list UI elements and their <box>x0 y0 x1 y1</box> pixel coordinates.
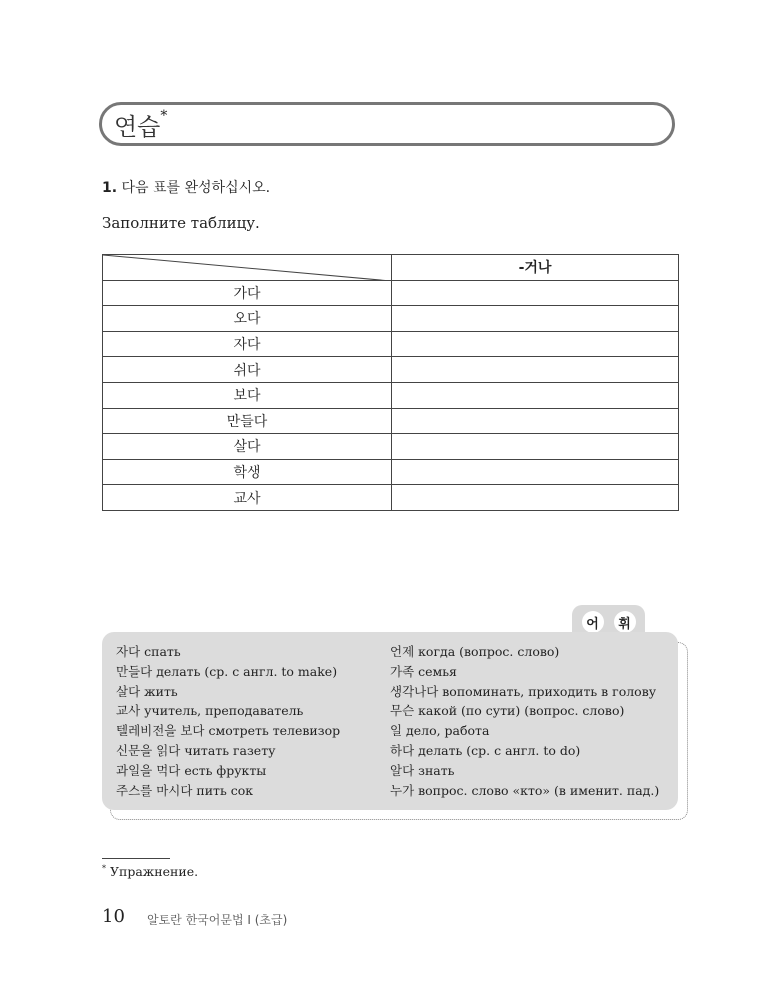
answer-cell[interactable] <box>392 434 679 460</box>
table-row <box>103 306 679 332</box>
table-row <box>103 382 679 408</box>
vocab-tab-char: 어 <box>582 611 604 633</box>
row-label: 오다 <box>103 306 392 332</box>
vocab-entry: 일 дело, работа <box>390 723 490 739</box>
row-label: 가다 <box>103 280 392 306</box>
vocab-entry: 하다 делать (ср. с англ. to do) <box>390 742 581 758</box>
answer-cell[interactable] <box>392 357 679 383</box>
book-title: 알토란 한국어문법 I (초급) <box>147 913 288 927</box>
footnote-mark: * <box>102 864 106 873</box>
vocab-entry: 자다 спать <box>116 644 181 659</box>
row-label: 살다 <box>103 434 392 460</box>
answer-cell[interactable] <box>392 280 679 306</box>
exercise-title-box <box>99 102 675 146</box>
row-label: 쉬다 <box>103 357 392 383</box>
row-label: 자다 <box>103 331 392 357</box>
task-instruction-ko <box>102 177 270 197</box>
vocab-entry: 생각나다 вопоминать, приходить в голову <box>390 683 657 699</box>
answer-cell[interactable] <box>392 382 679 408</box>
answer-cell[interactable] <box>392 485 679 511</box>
task-text-ko: 다음 표를 완성하십시오. <box>121 180 271 196</box>
vocab-left-column <box>116 642 390 800</box>
answer-cell[interactable] <box>392 459 679 485</box>
vocab-entry: 텔레비전을 보다 смотреть телевизор <box>116 723 341 739</box>
answer-cell[interactable] <box>392 306 679 332</box>
task-number: 1. <box>102 180 118 196</box>
answer-cell[interactable] <box>392 331 679 357</box>
row-label: 만들다 <box>103 408 392 434</box>
footnote-rule <box>102 858 170 859</box>
table-row <box>103 280 679 306</box>
vocab-entry: 신문을 읽다 читать газету <box>116 742 276 758</box>
table-row <box>103 459 679 485</box>
vocab-entry: 과일을 먹다 есть фрукты <box>116 762 267 778</box>
exercise-table <box>102 254 679 511</box>
vocab-entry: 언제 когда (вопрос. слово) <box>390 644 560 659</box>
table-header-row <box>103 255 679 281</box>
table-row <box>103 408 679 434</box>
vocab-entry: 누가 вопрос. слово «кто» (в именит. пад.) <box>390 782 660 798</box>
vocab-right-column <box>390 642 664 800</box>
vocab-entry: 주스를 마시다 пить сок <box>116 782 254 798</box>
vocab-entry: 무슨 какой (по сути) (вопрос. слово) <box>390 703 625 719</box>
task-instruction-ru: Заполните таблицу. <box>102 214 260 232</box>
row-label: 학생 <box>103 459 392 485</box>
row-label: 교사 <box>103 485 392 511</box>
vocab-entry: 살다 жить <box>116 683 178 699</box>
diagonal-line <box>103 255 391 281</box>
table-row <box>103 485 679 511</box>
column-header: -거나 <box>392 255 679 281</box>
vocab-tab-char: 휘 <box>614 611 636 633</box>
exercise-title: 연습 <box>114 112 161 141</box>
footnote-text: Упражнение. <box>109 864 199 880</box>
footnote <box>102 864 198 879</box>
vocab-entry: 알다 знать <box>390 762 455 778</box>
table-row <box>103 357 679 383</box>
vocab-entry: 만들다 делать (ср. с англ. to make) <box>116 663 338 679</box>
answer-cell[interactable] <box>392 408 679 434</box>
row-label: 보다 <box>103 382 392 408</box>
title-footnote-mark: * <box>160 108 168 124</box>
diagonal-header-cell <box>103 255 392 281</box>
table-row <box>103 434 679 460</box>
table-row <box>103 331 679 357</box>
vocab-entry: 교사 учитель, преподаватель <box>116 703 304 719</box>
page-number: 10 <box>102 906 125 927</box>
vocab-entry: 가족 семья <box>390 663 457 679</box>
vocab-box <box>102 632 678 810</box>
